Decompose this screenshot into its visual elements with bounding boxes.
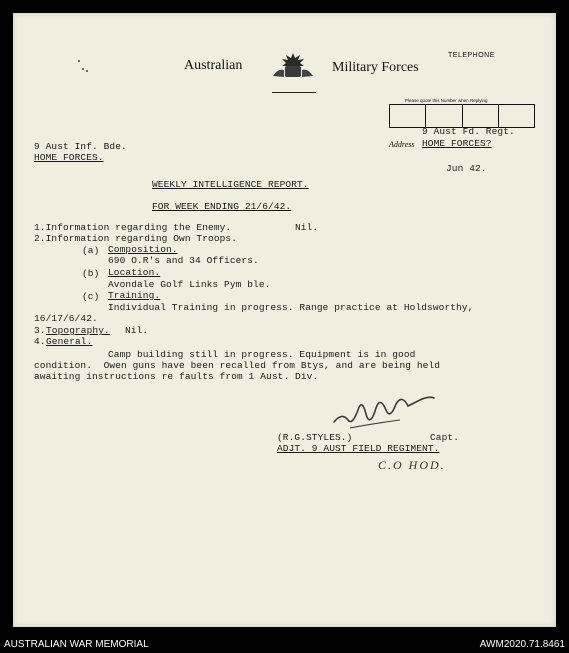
item4-label: General. [46, 336, 93, 347]
signer-name: (R.G.STYLES.) [277, 432, 353, 443]
general-line2: condition. Owen guns have been recalled from Btys, and are being held [34, 360, 441, 371]
item-c-text: Individual Training in progress. Range practice at Holdsworthy, [108, 302, 474, 313]
letterhead-rule [272, 92, 316, 93]
item-c-text2: 16/17/6/42. [34, 313, 98, 324]
item-b-heading: Location. [108, 267, 161, 278]
address-value: HOME FORCES? [422, 138, 492, 149]
item-a-marker: (a) [82, 245, 100, 256]
item-a-text: 690 O.R's and 34 Officers. [108, 255, 259, 266]
recipient-line1: 9 Aust Inf. Bde. [34, 141, 127, 152]
punch-mark [78, 60, 80, 62]
item-a-heading: Composition. [108, 244, 178, 255]
general-line3: awaiting instructions re faults from 1 Aust. Div. [34, 371, 319, 382]
recipient-line2: HOME FORCES. [34, 152, 104, 163]
handwritten-signature [330, 390, 440, 434]
signer-role: ADJT. 9 AUST FIELD REGIMENT. [277, 443, 440, 454]
item3-num: 3. [34, 325, 46, 336]
general-line1: Camp building still in progress. Equipment is in good [108, 349, 416, 360]
report-subtitle: FOR WEEK ENDING 21/6/42. [152, 201, 292, 212]
date: Jun 42. [446, 163, 487, 174]
report-title: WEEKLY INTELLIGENCE REPORT. [152, 179, 309, 190]
item4-num: 4. [34, 336, 46, 347]
unit-line: 9 Aust Fd. Regt. [422, 126, 515, 137]
item1-label: 1.Information regarding the Enemy. [34, 222, 232, 233]
handwritten-note: C.O HOD. [378, 458, 446, 472]
item3-value: Nil. [125, 325, 149, 336]
coat-of-arms-icon [270, 50, 316, 80]
item-b-text: Avondale Golf Links Pym ble. [108, 279, 271, 290]
item-c-heading: Training. [108, 290, 161, 301]
quote-note: Please quote this Number when Replying [405, 98, 488, 103]
telephone-label: TELEPHONE [448, 52, 495, 59]
item2-label: 2.Information regarding Own Troops. [34, 233, 238, 244]
item3-label: Topography. [46, 325, 110, 336]
signer-rank: Capt. [430, 432, 460, 443]
punch-mark [86, 70, 88, 72]
reference-number-box [389, 104, 535, 128]
item-c-marker: (c) [82, 291, 100, 302]
footer-right: AWM2020.71.8461 [479, 639, 565, 650]
footer-left: AUSTRALIAN WAR MEMORIAL [4, 639, 149, 650]
item1-value: Nil. [295, 222, 319, 233]
letterhead-right-word: Military Forces [332, 60, 419, 75]
archive-footer [0, 636, 569, 653]
item-b-marker: (b) [82, 268, 100, 279]
punch-mark [82, 68, 84, 70]
address-label: Address [389, 140, 415, 149]
letterhead-left-word: Australian [184, 58, 243, 73]
